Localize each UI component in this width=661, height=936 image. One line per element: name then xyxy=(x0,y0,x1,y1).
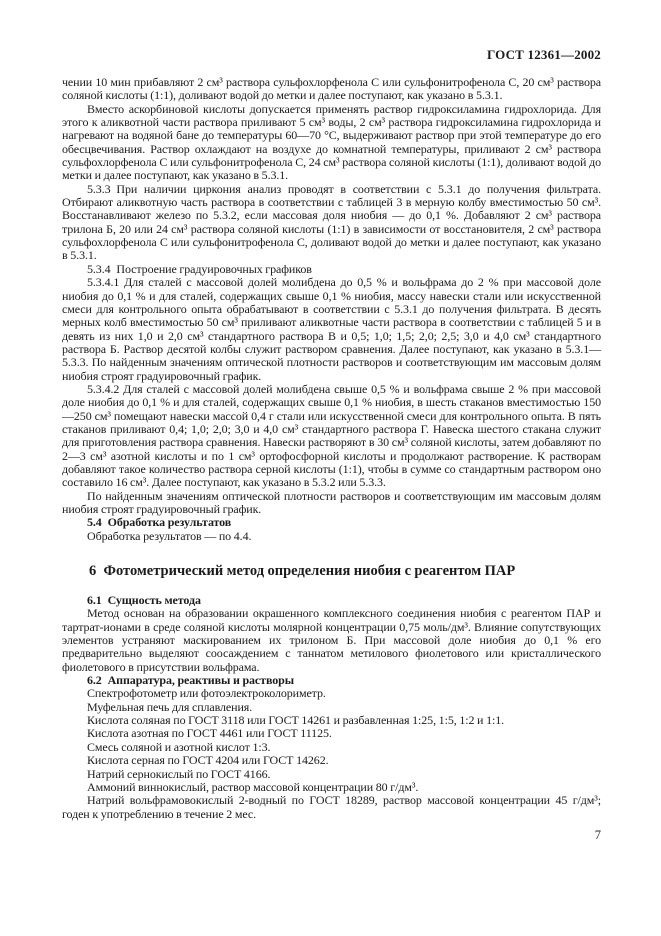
paragraph: Смесь соляной и азотной кислот 1:3. xyxy=(87,739,271,754)
paragraph: Метод основан на образовании окрашенного комплексного соединения ниобия с реагентом ПАР и тартрат-ионами в среде соляной кислоты молярной концентрации 0,75 моль/дм³. Влияние сопутствующих элементов устраняют маскированием их трилоном Б. При массовой доле ниобия до 0,1 % его предварительно выделяют соосаждением с таннатом метилового фиолетового или кристаллического фиолетового в присутствии вольфрама. xyxy=(62,606,601,674)
paragraph: Муфельная печь для сплавления. xyxy=(87,699,253,714)
paragraph: Натрий сернокислый по ГОСТ 4166. xyxy=(87,766,271,781)
paragraph: 5.3.3 При наличии циркония анализ проводят в соответствии с 5.3.1 до получения фильтрата. Отбирают аликвотную часть раствора в соответствии с таблицей 3 в мерную колбу вместимостью 50 см³. Восстанавливают железо по 5.3.2, если массовая доля ниобия — до 0,1 %. Добавляют 2 см³ раствора трилона Б, 20 или 24 см³ раствора соляной кислоты (1:1) в зависимости от восстановителя, 2 см³ раствора сульфохлорфенола С или сульфонитрофенола С, доливают водой до метки и далее поступают, как указано в 5.3.1. xyxy=(62,181,601,263)
paragraph: Обработка результатов — по 4.4. xyxy=(87,528,252,543)
paragraph: Кислота азотная по ГОСТ 4461 или ГОСТ 11125. xyxy=(87,726,332,741)
section-heading: 6 Фотометрический метод определения ниобия с реагентом ПАР xyxy=(89,563,516,580)
subsection-heading: 6.2 Аппаратура, реактивы и растворы xyxy=(87,673,294,688)
paragraph: 5.3.4 Построение градуировочных графиков xyxy=(87,261,312,276)
paragraph: 5.3.4.2 Для сталей с массовой долей молибдена свыше 0,5 % и вольфрама свыше 2 % при массовой доле ниобия до 0,1 % и для сталей, содержащих свыше 0,1 % ниобия, в шесть стаканов вместимостью 150—250 см³ помещают навески массой 0,4 г стали или искусственной смеси для контрольного опыта. В пять стаканов приливают 0,4; 1,0; 2,0; 3,0 и 4,0 см³ стандартного раствора Г. Навеска шестого стакана служит для приготовления раствора сравнения. Навески растворяют в 30 см³ соляной кислоты, затем добавляют по 2—3 см³ азотной кислоты и по 1 см³ ортофосфорной кислоты и продолжают растворение. К растворам добавляют такое количество раствора серной кислоты (1:1), чтобы в сумме со стандартным раствором оно составило 16 см³. Далее поступают, как указано в 5.3.2 или 5.3.3. xyxy=(62,381,601,490)
paragraph: Натрий вольфрамовокислый 2-водный по ГОСТ 18289, раствор массовой концентрации 45 г/дм³; годен к употреблению в течение 2 мес. xyxy=(62,793,601,821)
subsection-heading: 6.1 Сущность метода xyxy=(87,593,201,608)
paragraph: 5.3.4.1 Для сталей с массовой долей молибдена до 0,5 % и вольфрама до 2 % при массовой доле ниобия до 0,1 % и для сталей, содержащих свыше 0,1 % ниобия, массу навески стали или искусственной смеси для контрольного опыта обрабатывают в соответствии с 5.3.1 до получения фильтрата. В десять мерных колб вместимостью 50 см³ приливают аликвотные части раствора в соответствии с таблицей 5 и в девять из них 1,0 и 2,0 см³ стандартного раствора В и 0,5; 1,0; 1,5; 2,0; 2,5; 3,0 и 4,0 см³ стандартного раствора Б. Раствор десятой колбы служит раствором сравнения. Далее поступают, как указано в 5.3.1—5.3.3. По найденным значениям оптической плотности растворов и соответствующим им массовым долям ниобия строят градуировочный график. xyxy=(62,275,601,383)
document-code: ГОСТ 12361—2002 xyxy=(486,47,601,62)
subsection-heading: 5.4 Обработка результатов xyxy=(87,515,232,530)
paragraph: чении 10 мин прибавляют 2 см³ раствора сульфохлорфенола С или сульфонитрофенола С, 20 см³ раствора соляной кислоты (1:1), доливают водой до метки и далее поступают, как указано в 5.3.1. xyxy=(62,75,601,103)
paragraph: Кислота серная по ГОСТ 4204 или ГОСТ 14262. xyxy=(87,753,329,768)
paragraph: Аммоний виннокислый, раствор массовой концентрации 80 г/дм³. xyxy=(87,779,419,794)
paragraph: Вместо аскорбиновой кислоты допускается применять раствор гидроксиламина гидрохлорида. Для этого к аликвотной части раствора приливают 5 см³ воды, 2 см³ раствора гидроксиламина гидрохлорида и нагревают на водяной бане до температуры 60—70 °С, выдерживают раствор при этой температуре до его обесцвечивания. Раствор охлаждают на воздухе до комнатной температуры, приливают 2 см³ раствора сульфохлорфенола С или сульфонитрофенола С, 24 см³ раствора соляной кислоты (1:1), доливают водой до метки и далее поступают, как указано в 5.3.1. xyxy=(62,101,601,183)
page-header xyxy=(62,47,601,63)
paragraph: Кислота соляная по ГОСТ 3118 или ГОСТ 14261 и разбавленная 1:25, 1:5, 1:2 и 1:1. xyxy=(87,713,505,728)
document-body xyxy=(62,76,601,821)
paragraph: Спектрофотометр или фотоэлектроколориметр. xyxy=(87,686,326,701)
page-number: 7 xyxy=(594,828,601,842)
paragraph: По найденным значениям оптической плотности растворов и соответствующим им массовым долям ниобия строят градуировочный график. xyxy=(62,488,601,516)
